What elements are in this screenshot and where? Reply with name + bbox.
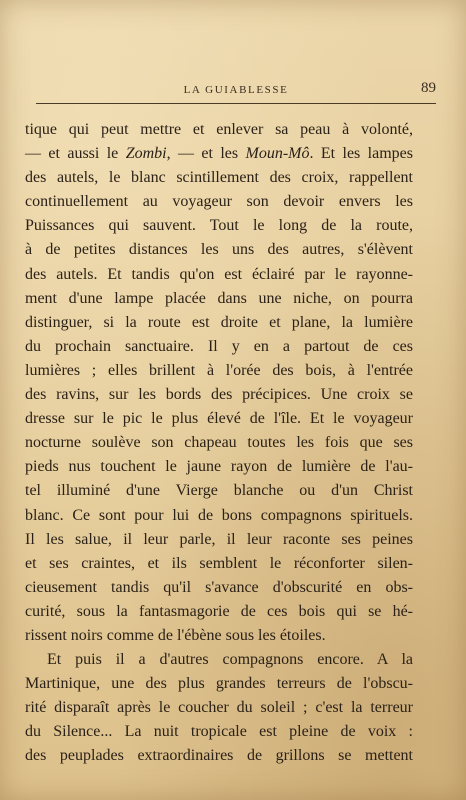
- text-line: tique qui peut mettre et enlever sa peau à volonté,: [25, 121, 413, 138]
- text-line: curité, sous la fantasmagorie de ces bois qui se hé-: [25, 602, 413, 620]
- text-line: des autels. Et tandis qu'on est éclairé par le rayonne-: [25, 265, 413, 283]
- text-line: — et aussi le Zombi, — et les Moun-Mô. Et les lampes: [25, 145, 414, 163]
- text-line: Et puis il a d'autres compagnons encore. A la: [47, 651, 413, 669]
- text-line: nocturne soulève son chapeau toutes les fois que ses: [25, 434, 413, 452]
- text-line: continuellement au voyageur son devoir envers les: [25, 193, 413, 211]
- text-line: des autels, le blanc scintillement des croix, rappellent: [25, 169, 413, 187]
- text-line: Puissances qui sauvent. Tout le long de la route,: [25, 217, 413, 235]
- text-line: des peuplades extraordinaires de grillons se mettent: [25, 747, 413, 765]
- text-line: ment d'une lampe placée dans une niche, on pourra: [25, 289, 413, 307]
- text-line: rité disparaît après le coucher du soleil ; c'est la terreur: [25, 699, 413, 717]
- text-line: des ravins, sur les bords des précipices. Une croix se: [25, 386, 413, 404]
- text-line: blanc. Ce sont pour lui de bons compagnons spirituels.: [25, 506, 413, 524]
- text-line: tel illuminé d'une Vierge blanche ou d'un Christ: [25, 482, 413, 500]
- text-line: à de petites distances les uns des autres, s'élèvent: [25, 241, 413, 259]
- page-number: 89: [421, 80, 436, 96]
- text-line: et ses craintes, et ils semblent le réconforter silen-: [25, 554, 413, 572]
- header-rule: [36, 103, 436, 104]
- text-line: cieusement tandis qu'il s'avance d'obscurité en obs-: [25, 578, 413, 596]
- text-line: Martinique, une des plus grandes terreurs de l'obscu-: [25, 675, 413, 693]
- text-line: dresse sur le pic le plus élevé de l'île. Et le voyageur: [25, 410, 413, 428]
- running-title: LA GUIABLESSE: [183, 84, 289, 96]
- body-text: [25, 118, 413, 769]
- text-line: rissent noirs comme de l'ébène sous les étoiles.: [25, 626, 326, 644]
- text-line: lumières ; elles brillent à l'orée des bois, à l'entrée: [25, 361, 413, 379]
- text-line: distinguer, si la route est droite et plane, la lumière: [25, 313, 413, 331]
- text-line: pieds nus touchent le jaune rayon de lumière de l'au-: [25, 458, 413, 476]
- text-line: du prochain sanctuaire. Il y en a partout de ces: [25, 337, 413, 355]
- text-line: Il les salue, il leur parle, il leur raconte ses peines: [25, 530, 413, 548]
- running-head: [36, 80, 436, 102]
- text-line: du Silence... La nuit tropicale est pleine de voix :: [25, 723, 413, 741]
